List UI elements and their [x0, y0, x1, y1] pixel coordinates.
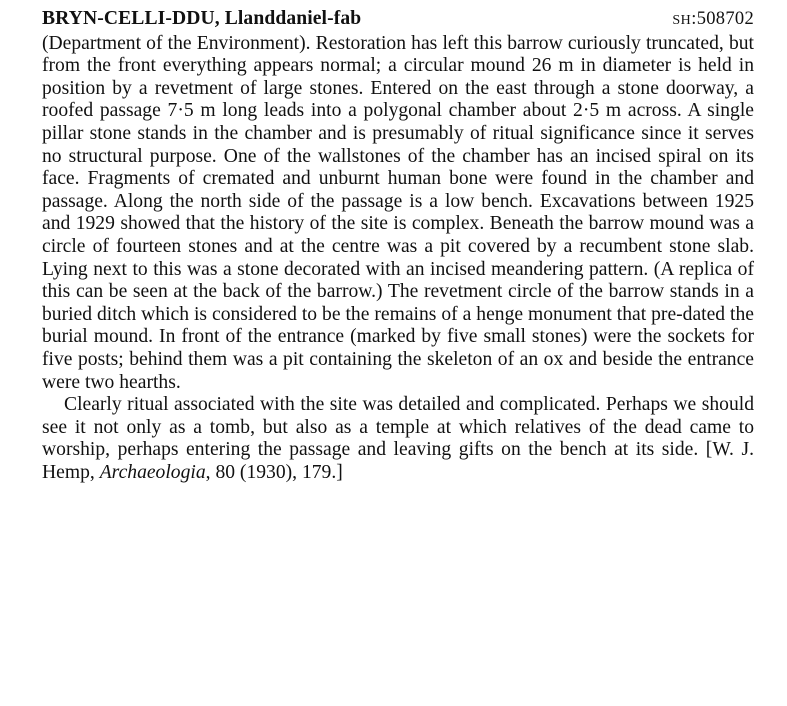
gazetteer-entry — [42, 8, 754, 484]
citation-details: , 80 (1930), 179.] — [205, 461, 343, 483]
description-paragraph: (Department of the Environment). Restoration has left this barrow curiously truncated, but from the front everything appears normal; a circular mound 26 m in diameter is held in position by a revetment of large stones. Entered on the east through a stone doorway, a roofed passage 7·5 m long leads into a polygonal chamber about 2·5 m across. A single pillar stone stands in the chamber and is presumably of ritual significance since it serves no structural purpose. One of the wallstones of the chamber has an incised spiral on its face. Fragments of cremated and unburnt human bone were found in the chamber and passage. Along the north side of the passage is a low bench. Excavations between 1925 and 1929 showed that the history of the site is complex. Beneath the barrow mound was a circle of fourteen stones and at the centre was a pit covered by a recumbent stone slab. Lying next to this was a stone decorated with an incised meandering pattern. (A replica of this can be seen at the back of the barrow.) The revetment circle of the barrow stands in a buried ditch which is considered to be the remains of a henge monument that pre-dated the burial mound. In front of the entrance (marked by five small stones) were the sockets for five posts; behind them was a pit containing the skeleton of an ox and beside the entrance were two hearths. — [42, 32, 754, 393]
site-title — [42, 8, 361, 31]
interpretation-text: Clearly ritual associated with the site was detailed and complicated. Perhaps we should see it not only as a tomb, but also as a temple at which relatives of the dead came to worship, perhaps entering the passage and leaving gifts on the bench at its side. [W. J. Hemp, — [42, 394, 754, 483]
interpretation-paragraph — [42, 394, 754, 484]
citation-journal: Archaeologia — [99, 461, 206, 483]
grid-reference — [672, 8, 754, 33]
site-name: BRYN-CELLI-DDU, — [42, 8, 220, 29]
entry-heading — [42, 8, 754, 33]
grid-ref-prefix: SH — [672, 13, 692, 28]
parish-name: Llanddaniel-fab — [224, 8, 362, 29]
grid-ref-number: :508702 — [691, 9, 754, 29]
